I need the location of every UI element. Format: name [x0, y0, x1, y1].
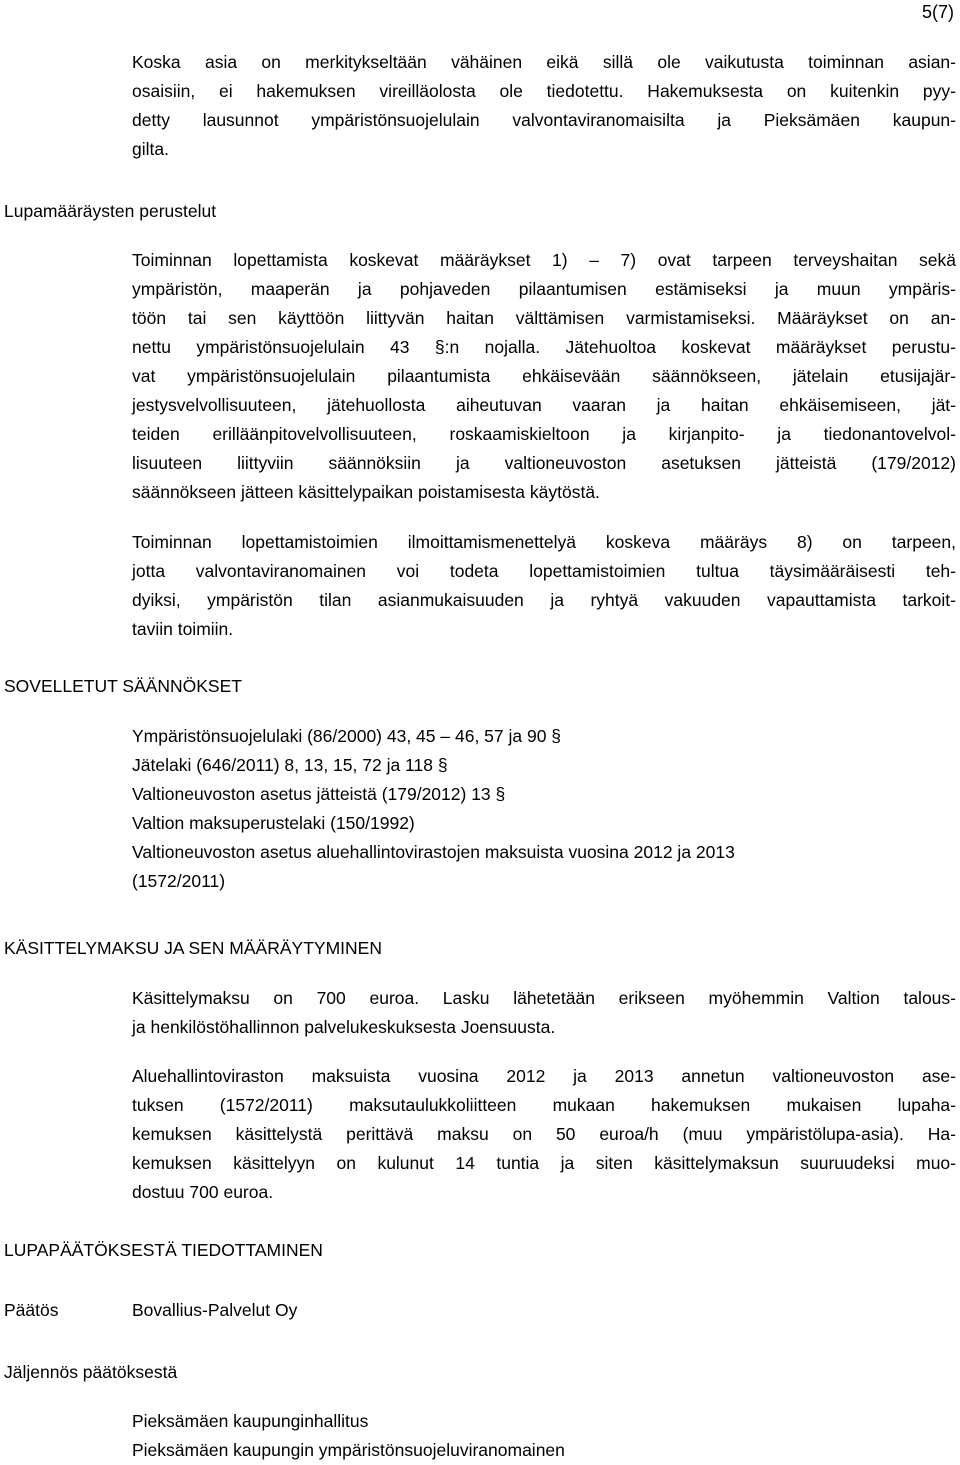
heading-kasittelymaksu: KÄSITTELYMAKSU JA SEN MÄÄRÄYTYMINEN: [4, 938, 382, 958]
copy-recipients-list: [132, 1407, 565, 1465]
perustelut-paragraph-2: Toiminnan lopettamistoimien ilmoittamismenettelyä koskeva määräys 8) on tarpeen, jotta valvontaviranomainen voi todeta lopettamistoimien tultua täysimääräisesti teh- dyiksi, ympäristön tilan asianmukaisuuden ja ryhtyä vakuuden vapauttamista tarkoit- taviin toimiin.: [132, 532, 956, 639]
list-item: Pieksämäen kaupungin ympäristönsuojeluviranomainen: [132, 1440, 565, 1460]
list-item: Pieksämäen kaupunginhallitus: [132, 1411, 369, 1431]
list-item: Valtioneuvoston asetus aluehallintovirastojen maksuista vuosina 2012 ja 2013: [132, 842, 735, 862]
list-item: Valtion maksuperustelaki (150/1992): [132, 813, 415, 833]
heading-tiedottaminen: LUPAPÄÄTÖKSESTÄ TIEDOTTAMINEN: [4, 1240, 323, 1260]
kasittelymaksu-paragraph-2: Aluehallintoviraston maksuista vuosina 2012 ja 2013 annetun valtioneuvoston ase- tuksen (1572/2011) maksutaulukkoliitteen mukaan hakemuksen mukaisen lupaha- kemuksen käsittelystä perittävä maksu on 50 euroa/h (muu ympäristölupa-asia). Ha- kemuksen käsittelyyn on kulunut 14 tuntia ja siten käsittelymaksun suuruudeksi muo- dostuu 700 euroa.: [132, 1066, 956, 1202]
list-item: Ympäristönsuojelulaki (86/2000) 43, 45 – 46, 57 ja 90 §: [132, 726, 562, 746]
heading-sovelletut-saannokset: SOVELLETUT SÄÄNNÖKSET: [4, 676, 242, 696]
list-item: Valtioneuvoston asetus jätteistä (179/2012) 13 §: [132, 784, 506, 804]
intro-paragraph: Koska asia on merkitykseltään vähäinen eikä sillä ole vaikutusta toiminnan asian- osaisiin, ei hakemuksen vireilläolosta ole tiedotettu. Hakemuksesta on kuitenkin pyy- detty lausunnot ympäristönsuojelulain valvontaviranomaisilta ja Pieksämäen kaupun- gilta.: [132, 52, 956, 159]
jaljennos-label: Jäljennös päätöksestä: [4, 1362, 178, 1382]
perustelut-paragraph-1: Toiminnan lopettamista koskevat määräykset 1) – 7) ovat tarpeen terveyshaitan sekä ympäristön, maaperän ja pohjaveden pilaantumisen estämiseksi ja muun ympäris- töön tai sen käyttöön liittyvän haitan välttämisen varmistamiseksi. Määräykset on an- nettu ympäristönsuojelulain 43 §:n nojalla. Jätehuoltoa koskevat määräykset perustu- vat ympäristönsuojelulain pilaantumista ehkäisevään säännökseen, jätelain etusijajär- jestysvelvollisuuteen, jätehuollosta aiheutuvan vaaran ja haitan ehkäisemiseen, jät- teiden erilläänpitovelvollisuuteen, roskaamiskieltoon ja kirjanpito- ja tiedonantovelvol- lisuuteen liittyviin säännöksiin ja valtioneuvoston asetuksen jätteistä (179/2012) säännökseen jätteen käsittelypaikan poistamisesta käytöstä.: [132, 250, 956, 502]
list-item: Jätelaki (646/2011) 8, 13, 15, 72 ja 118 §: [132, 755, 448, 775]
paatos-label: Päätös: [4, 1300, 59, 1320]
list-item: (1572/2011): [132, 871, 226, 891]
kasittelymaksu-paragraph-1: Käsittelymaksu on 700 euroa. Lasku lähetetään erikseen myöhemmin Valtion talous- ja henkilöstöhallinnon palvelukeskuksesta Joensuusta.: [132, 988, 956, 1037]
heading-lupamaaraysten-perustelut: Lupamääräysten perustelut: [4, 201, 217, 221]
paatos-recipient: Bovallius-Palvelut Oy: [132, 1300, 298, 1320]
applied-regulations-list: [132, 722, 735, 896]
page-number: 5(7): [921, 2, 954, 22]
